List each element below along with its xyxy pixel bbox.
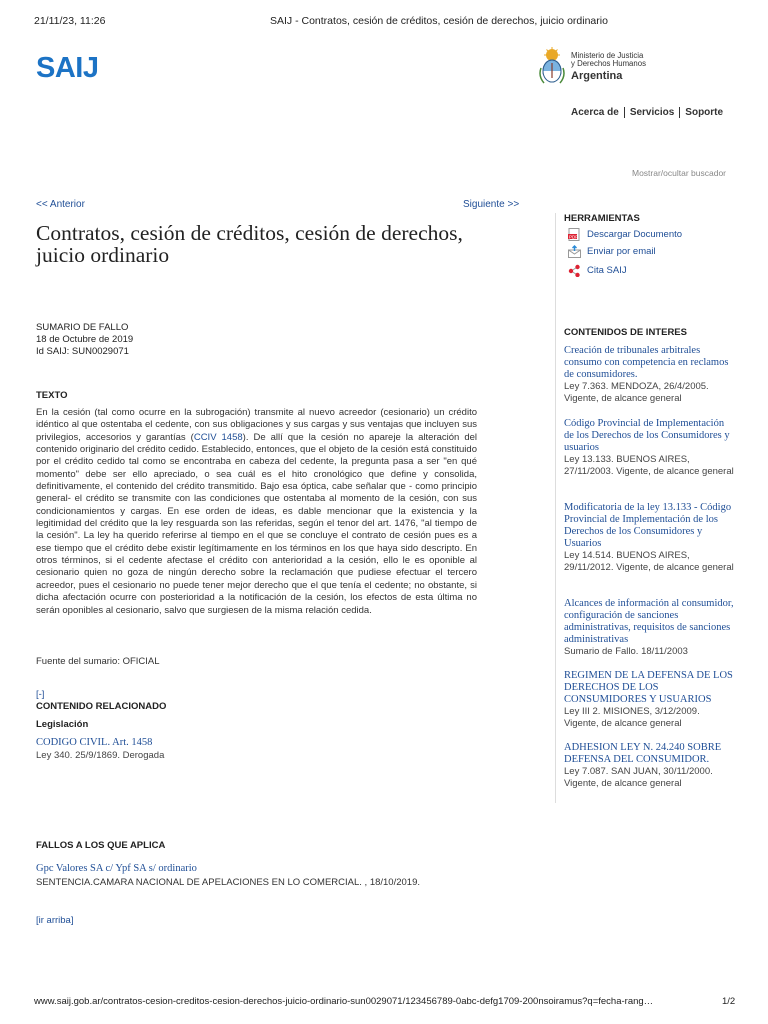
saij-logo[interactable]: SAIJ: [36, 52, 99, 84]
tools-heading: HERRAMIENTAS: [564, 213, 640, 224]
interest-item: [564, 598, 736, 658]
interest-item: [564, 742, 736, 790]
body-text-part2: ). De allí que la cesión no apareje la alteración del contenido originario del crédito cedido. Establecido, entonces, que el objeto de la cesión está constituido por el crédito cedido tal como se encontraba en cabeza del cedente, la pregunta pasa a ser "en qué momento" debe ser ello apreciado, o sea cuál es el hito cronológico que define y consolida, definitivamente, el contenido del crédito transmitido. Bajo esa óptica, cabe señalar que - como principio general- el crédito se transmite con las condiciones que ostentaba al momento de la cesión, con sus condicionamientos y cargas. En ese orden de ideas, es dable mencionar que la existencia y la legitimidad del crédito que la ley resguarda son las referidas, según el tenor del art. 1476, "al tiempo de la cesión". La ley ha querido referirse al tiempo en el que se concluye el contrato de cesión pues es a ese tiempo que el crédito debe existir legítimamente en los términos en los que haya sido descripto. En otros términos, si el cedente afectase el crédito con anterioridad a la cesión, ello le es oponible al cesionario quien no goza de ningún derecho sobre la reclamación que pudiese efectuar el tercero acreedor, pues el cesionario no puede tener mejor derecho que el que tenía el cedente; no obstante, si dicha afectación ocurre con posterioridad a la notificación de la cesión, los efectos de esta última no serán oponibles al cesionario, salvo que surgiesen de la misma relación cedida.: [36, 431, 477, 616]
back-to-top-link[interactable]: [ir arriba]: [36, 915, 74, 926]
interest-item-title[interactable]: Creación de tribunales arbitrales consumo con competencia en reclamos de consumidores.: [564, 345, 729, 380]
document-date: 18 de Octubre de 2019: [36, 334, 134, 345]
share-icon: [568, 264, 581, 277]
cite-label[interactable]: Cita SAIJ: [587, 265, 627, 276]
nav-acerca[interactable]: Acerca de: [571, 107, 619, 118]
interest-item-title[interactable]: ADHESION LEY N. 24.240 SOBRE DEFENSA DEL CONSUMIDOR.: [564, 742, 722, 765]
print-datetime: 21/11/23, 11:26: [34, 15, 106, 27]
print-title: SAIJ - Contratos, cesión de créditos, cesión de derechos, juicio ordinario: [270, 15, 608, 27]
pdf-icon: [568, 228, 581, 241]
interest-item: [564, 418, 736, 478]
email-label[interactable]: Enviar por email: [587, 246, 656, 257]
related-content-heading: CONTENIDO RELACIONADO: [36, 701, 167, 712]
print-page-number: 1/2: [722, 996, 736, 1007]
previous-link[interactable]: << Anterior: [36, 199, 85, 210]
body-text-part1: En la cesión (tal como ocurre en la subrogación) transmite al nuevo acreedor (cesionario) un crédito idéntico al que ostentaba el cedente, con sus obligaciones y sus cargas y sus ventajas que incluyen sus privilegios, accesorios y garantías (: [36, 407, 477, 443]
ministry-country: Argentina: [571, 70, 623, 82]
top-nav: [566, 107, 728, 118]
coat-of-arms-icon: [538, 46, 566, 86]
text-heading: TEXTO: [36, 390, 68, 401]
legislation-link[interactable]: CODIGO CIVIL. Art. 1458: [36, 737, 153, 748]
body-text: [36, 407, 477, 617]
legislation-heading: Legislación: [36, 719, 89, 730]
download-document-tool[interactable]: [568, 228, 682, 241]
interest-item-title[interactable]: REGIMEN DE LA DEFENSA DE LOS DERECHOS DE LOS CONSUMIDORES Y USUARIOS: [564, 670, 733, 705]
source-text: Fuente del sumario: OFICIAL: [36, 656, 160, 667]
interest-item-meta: Ley III 2. MISIONES, 3/12/2009. Vigente, de alcance general: [564, 706, 700, 729]
nav-soporte[interactable]: Soporte: [685, 107, 724, 118]
ccv-1458-link[interactable]: CCIV 1458: [193, 431, 243, 443]
email-tool[interactable]: [568, 245, 656, 258]
contents-heading: CONTENIDOS DE INTERES: [564, 327, 687, 338]
document-type: SUMARIO DE FALLO: [36, 322, 129, 333]
interest-item-meta: Ley 7.363. MENDOZA, 26/4/2005. Vigente, de alcance general: [564, 381, 709, 404]
cite-tool[interactable]: [568, 264, 627, 277]
interest-item-title[interactable]: Modificatoria de la ley 13.133 - Código Provincial de Implementación de los Derechos de los Consumidores y Usuarios: [564, 502, 732, 549]
next-link[interactable]: Siguiente >>: [463, 199, 520, 210]
interest-item-meta: Ley 7.087. SAN JUAN, 30/11/2000. Vigente, de alcance general: [564, 766, 713, 789]
interest-item-meta: Ley 13.133. BUENOS AIRES, 27/11/2003. Vigente, de alcance general: [564, 454, 734, 477]
svg-text:PDF: PDF: [569, 234, 578, 240]
toggle-search-link[interactable]: Mostrar/ocultar buscador: [632, 168, 727, 178]
collapse-toggle[interactable]: [-]: [36, 689, 45, 700]
nav-servicios[interactable]: Servicios: [629, 107, 675, 118]
download-document-label[interactable]: Descargar Documento: [587, 229, 683, 240]
document-id: Id SAIJ: SUN0029071: [36, 346, 129, 357]
ministry-name: Ministerio de Justicia y Derechos Humanos: [571, 51, 646, 69]
interest-item-meta: Ley 14.514. BUENOS AIRES, 29/11/2012. Vigente, de alcance general: [564, 550, 734, 573]
interest-item: [564, 502, 736, 574]
page-title: Contratos, cesión de créditos, cesión de derechos, juicio ordinario: [36, 221, 463, 267]
print-url: www.saij.gob.ar/contratos-cesion-creditos-cesion-derechos-juicio-ordinario-sun0029071/123456789-0abc-defg1709-200nsoiramus?q=fecha-rang…: [34, 996, 654, 1007]
sidebar-divider: [555, 213, 556, 803]
interest-item: [564, 670, 736, 730]
fallo-meta: SENTENCIA.CAMARA NACIONAL DE APELACIONES EN LO COMERCIAL. , 18/10/2019.: [36, 877, 420, 888]
email-icon: [568, 245, 581, 258]
fallos-heading: FALLOS A LOS QUE APLICA: [36, 840, 166, 851]
interest-item-meta: Sumario de Fallo. 18/11/2003: [564, 646, 688, 657]
fallo-link[interactable]: Gpc Valores SA c/ Ypf SA s/ ordinario: [36, 863, 197, 874]
interest-item-title[interactable]: Alcances de información al consumidor, configuración de sanciones administrativas, requisitos de sanciones administrativas: [564, 598, 734, 645]
interest-item-title[interactable]: Código Provincial de Implementación de los Derechos de los Consumidores y usuarios: [564, 418, 730, 453]
legislation-meta: Ley 340. 25/9/1869. Derogada: [36, 750, 165, 761]
interest-item: [564, 345, 736, 405]
